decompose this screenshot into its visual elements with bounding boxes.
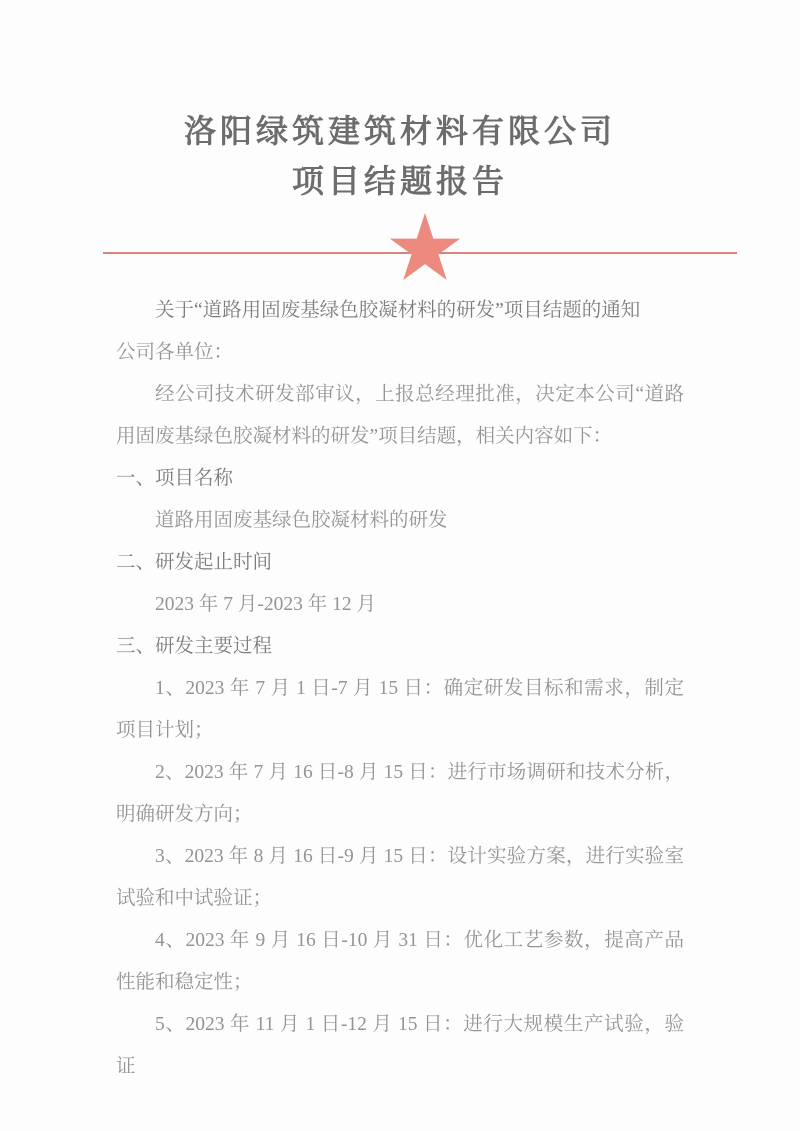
process-item-3: 3、2023 年 8 月 16 日-9 月 15 日：设计实验方案，进行实验室试验和中试验证； [116, 846, 684, 909]
process-item-1: 1、2023 年 7 月 1 日-7 月 15 日：确定研发目标和需求，制定项目计划； [116, 678, 684, 741]
red-star-icon [387, 213, 463, 287]
process-item-2: 2、2023 年 7 月 16 日-8 月 15 日：进行市场调研和技术分析，明确研发方向； [116, 762, 684, 825]
section-1-heading: 一、项目名称 [116, 468, 234, 489]
company-name-title: 洛阳绿筑建筑材料有限公司 [183, 113, 616, 149]
section-1-content: 道路用固废基绿色胶凝材料的研发 [155, 510, 448, 531]
intro-paragraph: 经公司技术研发部审议，上报总经理批准，决定本公司“道路用固废基绿色胶凝材料的研发”项目结题，相关内容如下： [116, 384, 684, 447]
salutation: 公司各单位： [116, 342, 234, 363]
title-block [0, 0, 800, 206]
section-2-content: 2023 年 7 月-2023 年 12 月 [155, 594, 376, 615]
red-star-shape [390, 213, 460, 280]
report-title: 项目结题报告 [291, 163, 508, 199]
section-3-heading: 三、研发主要过程 [116, 636, 273, 657]
section-2-heading: 二、研发起止时间 [116, 552, 273, 573]
notice-heading: 关于“道路用固废基绿色胶凝材料的研发”项目结题的通知 [155, 300, 641, 321]
process-item-5: 5、2023 年 11 月 1 日-12 月 15 日：进行大规模生产试验，验证 [116, 1014, 684, 1077]
process-item-4: 4、2023 年 9 月 16 日-10 月 31 日：优化工艺参数，提高产品性能和稳定性； [116, 930, 684, 993]
title-divider [0, 213, 800, 288]
document-body [0, 290, 800, 1088]
